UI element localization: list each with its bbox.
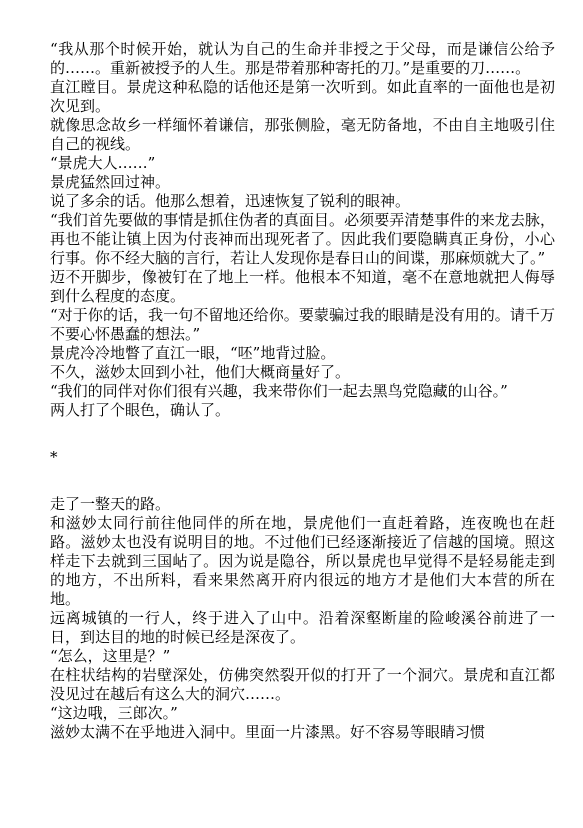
paragraph: 就像思念故乡一样缅怀着谦信，那张侧脸，毫无防备地，不由自主地吸引住自己的视线。 — [50, 116, 555, 153]
paragraph: 不久，滋妙太回到小社，他们大概商量好了。 — [50, 363, 351, 381]
section-separator: * — [50, 448, 58, 466]
paragraph: 说了多余的话。他那么想着，迅速恢复了锐利的眼神。 — [50, 192, 411, 210]
document-body-top — [50, 40, 555, 420]
paragraph: “这边哦，三郎次。” — [50, 704, 178, 722]
paragraph: 景虎猛然回过神。 — [50, 173, 171, 191]
paragraph: 走了一整天的路。 — [50, 495, 171, 513]
paragraph: 迈不开脚步，像被钉在了地上一样。他根本不知道，毫不在意地就把人侮辱到什么程度的态度。 — [50, 268, 555, 305]
paragraph: 两人打了个眼色，确认了。 — [50, 401, 231, 419]
paragraph: 和滋妙太同行前往他同伴的所在地，景虎他们一直赶着路，连夜晚也在赶路。滋妙太也没有说明目的地。不过他们已经逐渐接近了信越的国境。照这样走下去就到三国岾了。因为说是隐谷，所以景虎也早觉得不是轻易能走到的地方，不出所料，看来果然离开府内很远的地方才是他们大本营的所在地。 — [50, 514, 555, 608]
paragraph: “对于你的话，我一句不留地还给你。要蒙骗过我的眼睛是没有用的。请千万不要心怀愚蠢的想法。” — [50, 306, 555, 343]
paragraph: “我们的同伴对你们很有兴趣，我来带你们一起去黑鸟党隐藏的山谷。” — [50, 382, 508, 400]
paragraph: “景虎大人……” — [50, 154, 156, 172]
paragraph: 直江瞠目。景虎这种私隐的话他还是第一次听到。如此直率的一面他也是初次见到。 — [50, 78, 555, 115]
document-page — [50, 40, 555, 742]
paragraph: “我从那个时候开始，就认为自己的生命并非授之于父母，而是谦信公给予的……。重新被授予的人生。那是带着那种寄托的刀。”是重要的刀……。 — [50, 40, 555, 77]
paragraph: “我们首先要做的事情是抓住伪者的真面目。必须要弄清楚事件的来龙去脉，再也不能让镇上因为付丧神而出现死者了。因此我们要隐瞒真正身份，小心行事。你不经大脑的言行，若让人发现你是春日山的间谍，那麻烦就大了。” — [50, 211, 555, 267]
paragraph: 远离城镇的一行人，终于进入了山中。沿着深壑断崖的险峻溪谷前进了一日，到达目的地的时候已经是深夜了。 — [50, 609, 555, 646]
paragraph: 在柱状结构的岩壁深处，仿佛突然裂开似的打开了一个洞穴。景虎和直江都没见过在越后有这么大的洞穴……。 — [50, 666, 555, 703]
paragraph: 景虎冷冷地瞥了直江一眼，“呸”地背过脸。 — [50, 344, 336, 362]
paragraph: 滋妙太满不在乎地进入洞中。里面一片漆黑。好不容易等眼睛习惯 — [50, 723, 486, 741]
document-body-bottom — [50, 495, 555, 742]
paragraph: “怎么，这里是？” — [50, 647, 171, 665]
